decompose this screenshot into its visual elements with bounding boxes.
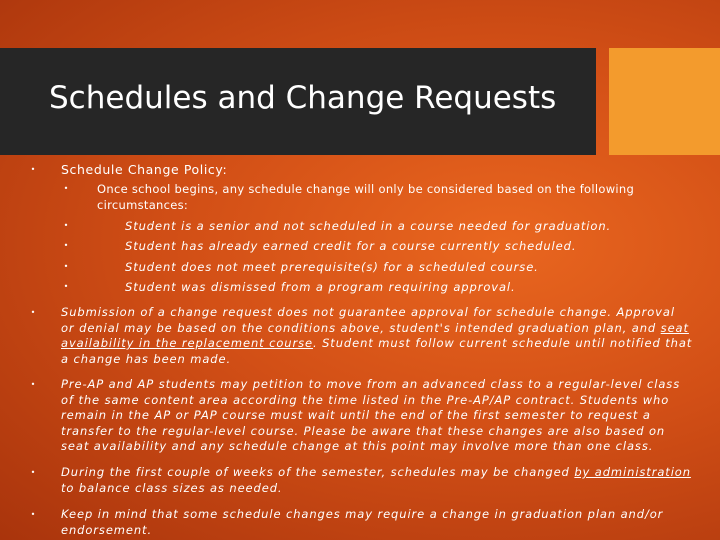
bullet: • xyxy=(30,380,36,389)
circumstance-item xyxy=(62,218,682,234)
bullet: • xyxy=(30,165,36,174)
pre-ap-note xyxy=(29,377,693,455)
bullet: • xyxy=(30,468,36,477)
submission-text-before: Submission of a change request does not guarantee approval for schedule change. Approval or denial may be based on the conditions above, student's intended graduation plan, and xyxy=(61,305,675,335)
submission-note xyxy=(29,305,693,367)
circumstance-item xyxy=(62,279,682,295)
policy-intro-item xyxy=(62,181,652,213)
submission-text-after: . Student must follow current schedule until notified that a change has been made. xyxy=(61,336,693,366)
first-weeks-text-after: to balance class sizes as needed. xyxy=(61,480,283,495)
circumstance-text: Student is a senior and not scheduled in a course needed for graduation. xyxy=(125,219,612,233)
policy-heading: Schedule Change Policy: xyxy=(61,162,228,177)
first-weeks-text xyxy=(61,465,693,496)
first-weeks-text-before: During the first couple of weeks of the semester, schedules may be changed xyxy=(61,465,575,479)
bullet: • xyxy=(63,184,69,193)
circumstance-text: Student has already earned credit for a course currently scheduled. xyxy=(125,239,577,253)
submission-text xyxy=(61,305,693,367)
bullet: • xyxy=(30,308,36,317)
policy-item xyxy=(29,162,709,178)
bullet: • xyxy=(63,282,69,291)
first-weeks-note xyxy=(29,465,693,496)
circumstance-text: Student does not meet prerequisite(s) for a scheduled course. xyxy=(125,260,539,274)
bullet: • xyxy=(63,221,69,230)
circumstance-text: Student was dismissed from a program requiring approval. xyxy=(125,280,516,294)
seat-availability-underlined: seat availability in the replacement course xyxy=(61,320,689,350)
by-administration-underlined: by administration xyxy=(574,465,691,479)
circumstance-item xyxy=(62,259,682,275)
keep-in-mind-text: Keep in mind that some schedule changes may require a change in graduation plan and/or endorsement. xyxy=(61,507,664,537)
policy-intro: Once school begins, any schedule change will only be considered based on the following circumstances: xyxy=(97,182,635,212)
keep-in-mind-note xyxy=(29,507,693,538)
bullet: • xyxy=(63,262,69,271)
bullet: • xyxy=(30,510,36,519)
slide-title: Schedules and Change Requests xyxy=(49,80,557,116)
bullet: • xyxy=(63,241,69,250)
pre-ap-text: Pre-AP and AP students may petition to move from an advanced class to a regular-level class of the same content area according the time listed in the Pre-AP/AP contract. Students who remain in the AP or PAP course must wait until the end of the first semester to request a transfer to the regular-level course. Please be aware that these changes are also based on seat availability and any schedule change at this point may involve more than one class. xyxy=(61,377,681,453)
circumstance-item xyxy=(62,238,682,254)
accent-square xyxy=(609,48,720,155)
